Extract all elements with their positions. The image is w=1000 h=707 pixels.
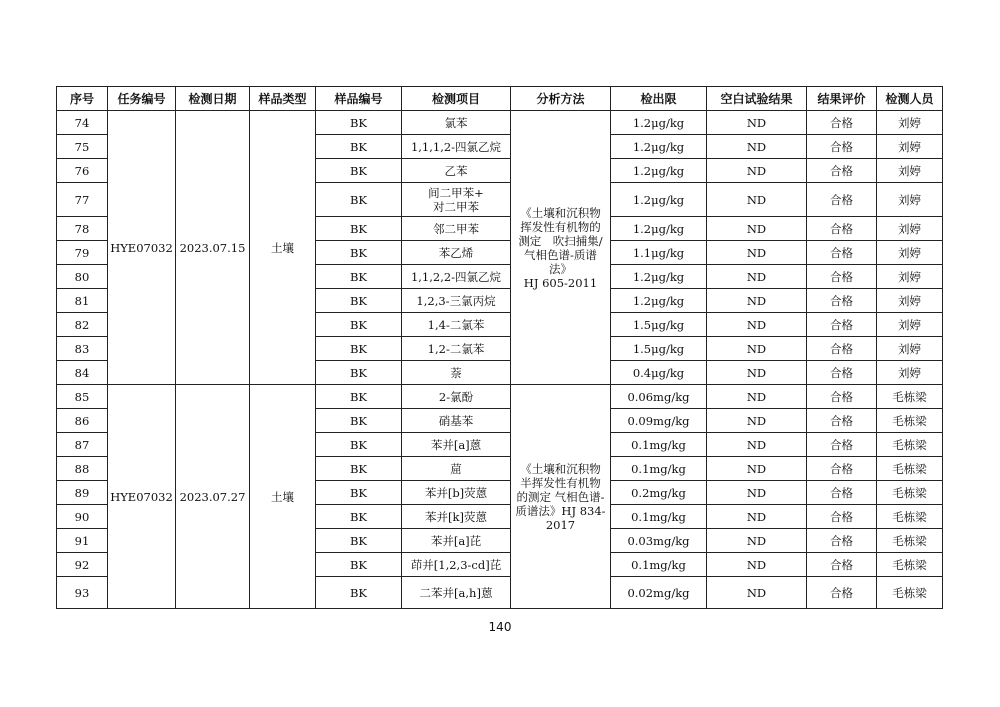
cell-no: 76 <box>57 159 108 183</box>
cell-blank: ND <box>707 361 807 385</box>
header-cell-item: 检测项目 <box>402 87 511 111</box>
cell-no: 84 <box>57 361 108 385</box>
cell-tester: 刘婷 <box>877 361 943 385</box>
cell-sample-id: BK <box>316 241 402 265</box>
cell-limit: 0.03mg/kg <box>611 529 707 553</box>
cell-tester: 毛栋梁 <box>877 433 943 457</box>
cell-blank: ND <box>707 135 807 159</box>
cell-item: 邻二甲苯 <box>402 217 511 241</box>
cell-tester: 刘婷 <box>877 241 943 265</box>
cell-sample-id: BK <box>316 433 402 457</box>
cell-tester: 刘婷 <box>877 135 943 159</box>
cell-no: 90 <box>57 505 108 529</box>
cell-blank: ND <box>707 457 807 481</box>
cell-sample-id: BK <box>316 385 402 409</box>
cell-limit: 0.1mg/kg <box>611 433 707 457</box>
cell-evaluation: 合格 <box>807 337 877 361</box>
cell-tester: 刘婷 <box>877 111 943 135</box>
table-row <box>57 111 943 135</box>
cell-sample-id: BK <box>316 409 402 433</box>
cell-evaluation: 合格 <box>807 481 877 505</box>
cell-sample-type: 土壤 <box>250 111 316 385</box>
cell-evaluation: 合格 <box>807 313 877 337</box>
cell-limit: 0.02mg/kg <box>611 577 707 609</box>
header-cell-task-id: 任务编号 <box>108 87 176 111</box>
cell-item: 1,4-二氯苯 <box>402 313 511 337</box>
cell-limit: 1.5μg/kg <box>611 337 707 361</box>
cell-tester: 毛栋梁 <box>877 457 943 481</box>
cell-limit: 1.2μg/kg <box>611 265 707 289</box>
cell-evaluation: 合格 <box>807 553 877 577</box>
cell-tester: 刘婷 <box>877 217 943 241</box>
cell-blank: ND <box>707 553 807 577</box>
cell-limit: 1.2μg/kg <box>611 135 707 159</box>
cell-item: 间二甲苯+ 对二甲苯 <box>402 183 511 217</box>
cell-tester: 毛栋梁 <box>877 529 943 553</box>
cell-limit: 0.1mg/kg <box>611 553 707 577</box>
cell-item: 苯乙烯 <box>402 241 511 265</box>
header-row <box>57 87 943 111</box>
cell-sample-id: BK <box>316 361 402 385</box>
cell-limit: 1.2μg/kg <box>611 289 707 313</box>
cell-no: 87 <box>57 433 108 457</box>
cell-evaluation: 合格 <box>807 529 877 553</box>
cell-sample-id: BK <box>316 481 402 505</box>
cell-task-id: HYE07032 <box>108 111 176 385</box>
cell-item: 1,1,2,2-四氯乙烷 <box>402 265 511 289</box>
cell-evaluation: 合格 <box>807 385 877 409</box>
cell-tester: 刘婷 <box>877 289 943 313</box>
cell-sample-type: 土壤 <box>250 385 316 609</box>
cell-no: 82 <box>57 313 108 337</box>
cell-date: 2023.07.27 <box>176 385 250 609</box>
cell-blank: ND <box>707 265 807 289</box>
cell-blank: ND <box>707 577 807 609</box>
page-number: 140 <box>488 620 512 634</box>
cell-no: 91 <box>57 529 108 553</box>
cell-blank: ND <box>707 433 807 457</box>
cell-tester: 刘婷 <box>877 159 943 183</box>
header-cell-sample-id: 样品编号 <box>316 87 402 111</box>
cell-no: 89 <box>57 481 108 505</box>
cell-blank: ND <box>707 313 807 337</box>
cell-tester: 刘婷 <box>877 313 943 337</box>
cell-blank: ND <box>707 217 807 241</box>
cell-tester: 刘婷 <box>877 183 943 217</box>
cell-item: 苯并[b]荧蒽 <box>402 481 511 505</box>
cell-sample-id: BK <box>316 217 402 241</box>
cell-item: 2-氯酚 <box>402 385 511 409</box>
cell-evaluation: 合格 <box>807 505 877 529</box>
cell-item: 1,2,3-三氯丙烷 <box>402 289 511 313</box>
cell-sample-id: BK <box>316 289 402 313</box>
cell-no: 81 <box>57 289 108 313</box>
cell-item: 䓛 <box>402 457 511 481</box>
cell-no: 75 <box>57 135 108 159</box>
cell-blank: ND <box>707 481 807 505</box>
cell-no: 92 <box>57 553 108 577</box>
cell-limit: 0.06mg/kg <box>611 385 707 409</box>
cell-sample-id: BK <box>316 265 402 289</box>
cell-no: 85 <box>57 385 108 409</box>
cell-blank: ND <box>707 183 807 217</box>
cell-evaluation: 合格 <box>807 361 877 385</box>
cell-date: 2023.07.15 <box>176 111 250 385</box>
cell-sample-id: BK <box>316 529 402 553</box>
cell-item: 苯并[k]荧蒽 <box>402 505 511 529</box>
cell-item: 苯并[a]芘 <box>402 529 511 553</box>
cell-limit: 1.2μg/kg <box>611 217 707 241</box>
cell-sample-id: BK <box>316 183 402 217</box>
cell-sample-id: BK <box>316 337 402 361</box>
cell-item: 苯并[a]蒽 <box>402 433 511 457</box>
cell-evaluation: 合格 <box>807 217 877 241</box>
header-cell-limit: 检出限 <box>611 87 707 111</box>
cell-sample-id: BK <box>316 135 402 159</box>
cell-sample-id: BK <box>316 505 402 529</box>
cell-evaluation: 合格 <box>807 159 877 183</box>
cell-tester: 毛栋梁 <box>877 409 943 433</box>
cell-tester: 毛栋梁 <box>877 481 943 505</box>
cell-limit: 1.2μg/kg <box>611 183 707 217</box>
header-cell-no: 序号 <box>57 87 108 111</box>
cell-evaluation: 合格 <box>807 433 877 457</box>
header-cell-sample-type: 样品类型 <box>250 87 316 111</box>
cell-limit: 0.4μg/kg <box>611 361 707 385</box>
table-row <box>57 385 943 409</box>
cell-item: 乙苯 <box>402 159 511 183</box>
cell-sample-id: BK <box>316 313 402 337</box>
header-cell-date: 检测日期 <box>176 87 250 111</box>
cell-no: 88 <box>57 457 108 481</box>
cell-sample-id: BK <box>316 457 402 481</box>
cell-blank: ND <box>707 505 807 529</box>
cell-item: 硝基苯 <box>402 409 511 433</box>
cell-item: 茚并[1,2,3-cd]芘 <box>402 553 511 577</box>
cell-no: 77 <box>57 183 108 217</box>
header-cell-tester: 检测人员 <box>877 87 943 111</box>
cell-limit: 1.1μg/kg <box>611 241 707 265</box>
cell-tester: 毛栋梁 <box>877 505 943 529</box>
cell-no: 83 <box>57 337 108 361</box>
cell-tester: 刘婷 <box>877 265 943 289</box>
cell-tester: 刘婷 <box>877 337 943 361</box>
table-body <box>57 111 943 609</box>
cell-limit: 0.2mg/kg <box>611 481 707 505</box>
cell-limit: 1.5μg/kg <box>611 313 707 337</box>
header-cell-blank: 空白试验结果 <box>707 87 807 111</box>
cell-sample-id: BK <box>316 159 402 183</box>
cell-sample-id: BK <box>316 577 402 609</box>
cell-item: 1,1,1,2-四氯乙烷 <box>402 135 511 159</box>
cell-no: 74 <box>57 111 108 135</box>
cell-item: 萘 <box>402 361 511 385</box>
cell-limit: 0.09mg/kg <box>611 409 707 433</box>
cell-blank: ND <box>707 337 807 361</box>
cell-blank: ND <box>707 241 807 265</box>
cell-blank: ND <box>707 385 807 409</box>
cell-no: 78 <box>57 217 108 241</box>
cell-evaluation: 合格 <box>807 135 877 159</box>
cell-sample-id: BK <box>316 111 402 135</box>
cell-evaluation: 合格 <box>807 289 877 313</box>
cell-evaluation: 合格 <box>807 183 877 217</box>
cell-evaluation: 合格 <box>807 265 877 289</box>
cell-no: 93 <box>57 577 108 609</box>
cell-blank: ND <box>707 111 807 135</box>
cell-sample-id: BK <box>316 553 402 577</box>
cell-item: 1,2-二氯苯 <box>402 337 511 361</box>
cell-no: 80 <box>57 265 108 289</box>
cell-evaluation: 合格 <box>807 409 877 433</box>
cell-tester: 毛栋梁 <box>877 385 943 409</box>
cell-limit: 0.1mg/kg <box>611 505 707 529</box>
cell-method: 《土壤和沉积物 挥发性有机物的 测定 吹扫捕集/ 气相色谱-质谱 法》 HJ 605-2011 <box>511 111 611 385</box>
cell-no: 86 <box>57 409 108 433</box>
cell-method: 《土壤和沉积物 半挥发性有机物 的测定 气相色谱- 质谱法》HJ 834- 2017 <box>511 385 611 609</box>
qc-results-table <box>56 86 943 609</box>
cell-blank: ND <box>707 289 807 313</box>
cell-blank: ND <box>707 159 807 183</box>
cell-evaluation: 合格 <box>807 457 877 481</box>
header-cell-evaluation: 结果评价 <box>807 87 877 111</box>
cell-no: 79 <box>57 241 108 265</box>
cell-evaluation: 合格 <box>807 577 877 609</box>
header-cell-method: 分析方法 <box>511 87 611 111</box>
cell-task-id: HYE07032 <box>108 385 176 609</box>
cell-item: 二苯并[a,h]蒽 <box>402 577 511 609</box>
cell-limit: 0.1mg/kg <box>611 457 707 481</box>
cell-tester: 毛栋梁 <box>877 577 943 609</box>
cell-evaluation: 合格 <box>807 111 877 135</box>
cell-blank: ND <box>707 529 807 553</box>
cell-blank: ND <box>707 409 807 433</box>
cell-tester: 毛栋梁 <box>877 553 943 577</box>
cell-limit: 1.2μg/kg <box>611 111 707 135</box>
cell-item: 氯苯 <box>402 111 511 135</box>
cell-limit: 1.2μg/kg <box>611 159 707 183</box>
cell-evaluation: 合格 <box>807 241 877 265</box>
